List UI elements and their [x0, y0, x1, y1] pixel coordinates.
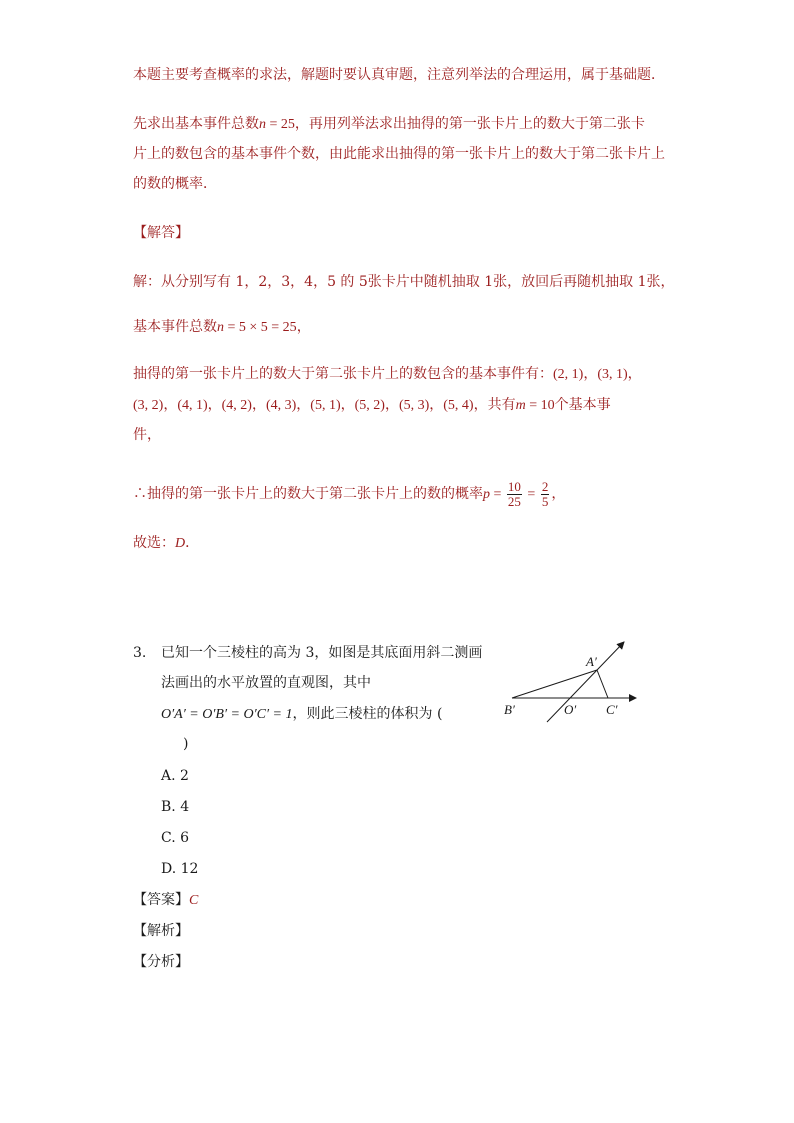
option-a: A. 2	[161, 768, 189, 784]
pairs: (3, 2)，(4, 1)，(4, 2)，(4, 3)，(5, 1)，(5, 2)，(5, 3)，(5, 4)	[133, 398, 474, 413]
solution-line-c	[133, 367, 642, 382]
math-p: p	[483, 487, 490, 502]
text: 个基本事	[554, 397, 611, 413]
math-eq: =	[490, 487, 505, 502]
analysis-text: 先求出基本事件总数	[133, 116, 259, 132]
question-number: 3.	[133, 645, 147, 661]
pairs: (2, 1)，(3, 1)，	[553, 367, 642, 382]
label-c: C′	[606, 702, 618, 717]
text: 抽得的第一张卡片上的数大于第二张卡片上的数包含的基本事件有：	[133, 366, 553, 382]
math-eq: = 5 × 5 = 25	[224, 320, 297, 335]
label-b: B′	[504, 702, 515, 717]
frac-numerator: 2	[541, 478, 549, 494]
analysis-line-3: 的数的概率．	[133, 176, 217, 192]
solution-line-b	[133, 320, 311, 335]
text: ，	[296, 319, 311, 335]
answer-value: C	[189, 893, 199, 908]
solution-line-e: 件，	[133, 427, 161, 443]
math-n: n	[217, 320, 224, 335]
explain-label: 【解析】	[133, 923, 189, 939]
analysis-text: ，再用列举法求出抽得的第一张卡片上的数大于第二张卡	[294, 116, 645, 132]
choice-label: 故选：	[133, 535, 175, 551]
frac-denominator: 25	[507, 493, 521, 509]
solution-line-d	[133, 398, 611, 413]
math-eq: =	[523, 487, 539, 502]
answer-label: 【答案】	[133, 892, 189, 908]
math-n: n	[259, 117, 266, 132]
math-eq: = 10	[525, 398, 555, 413]
answer-heading: 【解答】	[133, 225, 189, 241]
text: ．	[185, 535, 200, 551]
analysis-line-1	[133, 117, 645, 132]
oblique-triangle-figure	[500, 636, 650, 731]
text: ，	[551, 486, 566, 502]
question-stem-line-2: 法画出的水平放置的直观图，其中	[161, 675, 371, 691]
text: ，共有	[473, 397, 516, 413]
label-a: A′	[586, 654, 597, 669]
text: 基本事件总数	[133, 319, 217, 335]
fraction-10-25	[507, 480, 522, 509]
analysis-line-2: 片上的数包含的基本事件个数，由此能求出抽得的第一张卡片上的数大于第二张卡片上	[133, 146, 665, 162]
text: ∴抽得的第一张卡片上的数大于第二张卡片上的数的概率	[133, 486, 483, 502]
solution-comment: 本题主要考查概率的求法，解题时要认真审题，注意列举法的合理运用，属于基础题．	[133, 67, 665, 83]
question-stem-line-4: )	[183, 736, 189, 752]
analysis-label: 【分析】	[133, 954, 189, 970]
option-c: C. 6	[161, 830, 190, 846]
text: ，则此三棱柱的体积为 (	[292, 706, 443, 722]
answer-line	[133, 893, 198, 908]
fraction-2-5	[541, 480, 550, 509]
choice-value: D	[175, 536, 186, 551]
math-expression: O′A′ = O′B′ = O′C′ = 1	[161, 707, 293, 722]
question-stem-line-1: 已知一个三棱柱的高为 3，如图是其底面用斜二测画	[161, 645, 483, 661]
solution-line-f	[133, 478, 565, 511]
question-stem-line-3	[161, 707, 442, 722]
math-m: m	[515, 398, 526, 413]
frac-denominator: 5	[541, 493, 549, 509]
math-eq: = 25	[266, 117, 295, 132]
option-b: B. 4	[161, 799, 190, 815]
solution-line-a: 解：从分别写有 1，2，3，4，5 的 5张卡片中随机抽取 1张，放回后再随机抽取 1张，	[133, 274, 675, 290]
segment-a-c	[597, 670, 608, 698]
option-d: D. 12	[161, 861, 199, 877]
label-o: O′	[564, 702, 577, 717]
frac-numerator: 10	[507, 478, 521, 494]
choice-line	[133, 536, 199, 551]
